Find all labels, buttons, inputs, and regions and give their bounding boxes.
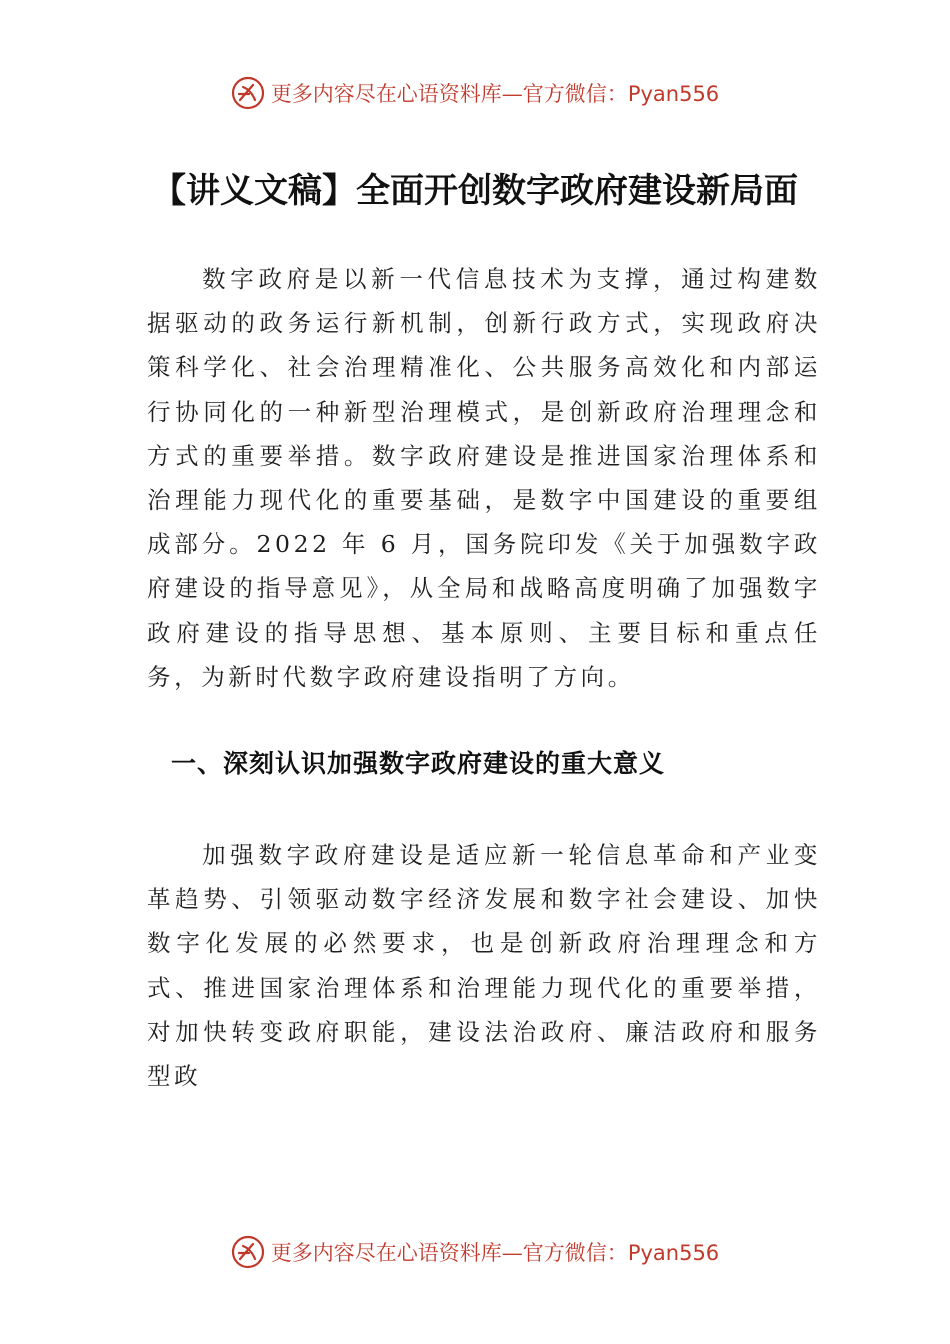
- brand-logo-icon: [231, 1235, 265, 1269]
- footer-wechat-id: Pyan556: [627, 1241, 720, 1265]
- header-banner: [0, 73, 950, 113]
- header-banner-cn: 更多内容尽在心语资料库—官方微信：: [270, 82, 628, 106]
- header-banner-text: [271, 78, 719, 108]
- header-wechat-id: Pyan556: [627, 82, 720, 106]
- paragraph-intro: [147, 257, 821, 699]
- brand-logo-icon: [231, 76, 265, 110]
- footer-banner: [0, 1232, 950, 1272]
- paragraph-intro-text: 数字政府是以新一代信息技术为支撑，通过构建数据驱动的政务运行新机制，创新行政方式，实现政府决策科学化、社会治理精准化、公共服务高效化和内部运行协同化的一种新型治理模式，是创新政府治理理念和方式的重要举措。数字政府建设是推进国家治理体系和治理能力现代化的重要基础，是数字中国建设的重要组成部分。2022 年 6 月，国务院印发《关于加强数字政府建设的指导意见》，从全局和战略高度明确了加强数字政府建设的指导思想、基本原则、主要目标和重点任务，为新时代数字政府建设指明了方向。: [147, 265, 821, 691]
- footer-banner-cn: 更多内容尽在心语资料库—官方微信：: [270, 1241, 628, 1265]
- paragraph-section-one: [147, 833, 821, 1098]
- paragraph-section-one-text: 加强数字政府建设是适应新一轮信息革命和产业变革趋势、引领驱动数字经济发展和数字社会建设、加快数字化发展的必然要求，也是创新政府治理理念和方式、推进国家治理体系和治理能力现代化的重要举措，对加快转变政府职能，建设法治政府、廉洁政府和服务型政: [147, 841, 821, 1091]
- section-heading: 一、深刻认识加强数字政府建设的重大意义: [171, 749, 666, 778]
- document-title: 【讲义文稿】全面开创数字政府建设新局面: [152, 171, 798, 211]
- footer-banner-text: [271, 1237, 719, 1267]
